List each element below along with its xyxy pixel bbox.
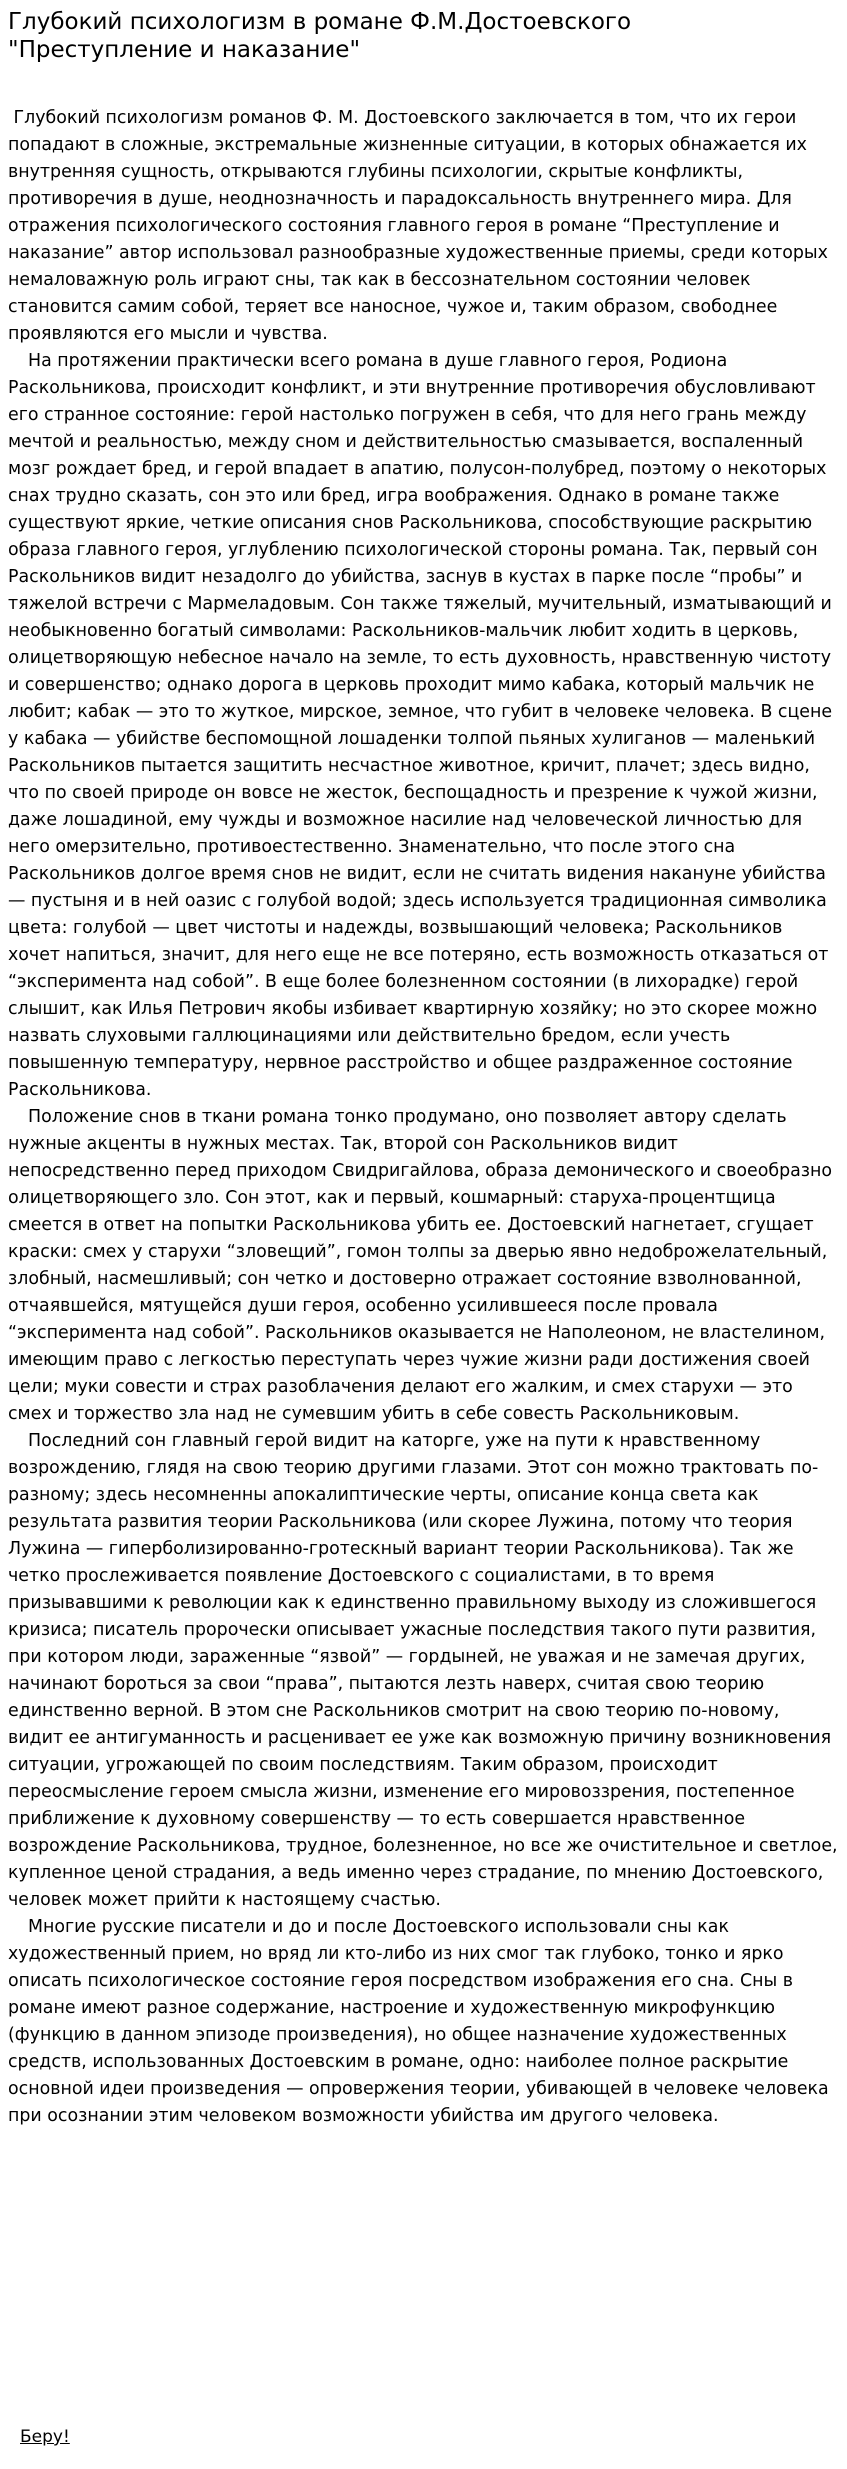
title-line-2: "Преступление и наказание" [8,37,361,63]
article-body [8,105,839,2130]
paragraph-conclusion: Многие русские писатели и до и после Достоевского использовали сны как художественный прием, но вряд ли кто-либо из них смог так глубоко, тонко и ярко описать психологическое состояние героя посредством изображения его сна. Сны в романе имеют разное содержание, настроение и художественную микрофункцию (функцию в данном эпизоде произведения), но общее назначение художественных средств, использованных Достоевским в романе, одно: наиболее полное раскрытие основной идеи произведения — опровержения теории, убивающей в человеке человека при осознании этим человеком возможности убийства им другого человека. [8,1917,829,2126]
title-line-1: Глубокий психологизм в романе Ф.М.Достоевского [8,9,632,35]
page-title [8,8,839,64]
paragraph-first-dream: На протяжении практически всего романа в душе главного героя, Родиона Раскольникова, происходит конфликт, и эти внутренние противоречия обусловливают его странное состояние: герой настолько погружен в себя, что для него грань между мечтой и реальностью, между сном и действительностью смазывается, воспаленный мозг рождает бред, и герой впадает в апатию, полусон-полубред, поэтому о некоторых снах трудно сказать, сон это или бред, игра воображения. Однако в романе также существуют яркие, четкие описания снов Раскольникова, способствующие раскрытию образа главного героя, углублению психологической стороны романа. Так, первый сон Раскольников видит незадолго до убийства, заснув в кустах в парке после “пробы” и тяжелой встречи с Мармеладовым. Сон также тяжелый, мучительный, изматывающий и необыкновенно богатый символами: Раскольников-мальчик любит ходить в церковь, олицетворяющую небесное начало на земле, то есть духовность, нравственную чистоту и совершенство; однако дорога в церковь проходит мимо кабака, который мальчик не любит; кабак — это то жуткое, мирское, земное, что губит в человеке человека. В сцене у кабака — убийстве беспомощной лошаденки толпой пьяных хулиганов — маленький Раскольников пытается защитить несчастное животное, кричит, плачет; здесь видно, что по своей природе он вовсе не жесток, беспощадность и презрение к чужой жизни, даже лошадиной, ему чужды и возможное насилие над человеческой личностью для него омерзительно, противоестественно. Знаменательно, что после этого сна Раскольников долгое время снов не видит, если не считать видения накануне убийства — пустыня и в ней оазис с голубой водой; здесь используется традиционная символика цвета: голубой — цвет чистоты и надежды, возвышающий человека; Раскольников хочет напиться, значит, для него еще не все потеряно, есть возможность отказаться от “эксперимента над собой”. В еще более болезненном состоянии (в лихорадке) герой слышит, как Илья Петрович якобы избивает квартирную хозяйку; но это скорее можно назвать слуховыми галлюцинациями или действительно бредом, если учесть повышенную температуру, нервное расстройство и общее раздраженное состояние Раскольникова. [8,351,833,1100]
paragraph-intro: Глубокий психологизм романов Ф. М. Достоевского заключается в том, что их герои попадают в сложные, экстремальные жизненные ситуации, в которых обнажается их внутренняя сущность, открываются глубины психологии, скрытые конфликты, противоречия в душе, неоднозначность и парадоксальность внутреннего мира. Для отражения психологического состояния главного героя в романе “Преступление и наказание” автор использовал разнообразные художественные приемы, среди которых немаловажную роль играют сны, так как в бессознательном состоянии человек становится самим собой, теряет все наносное, чужое и, таким образом, свободнее проявляются его мысли и чувства. [8,108,828,344]
take-link[interactable]: Беру! [20,2427,70,2447]
paragraph-last-dream: Последний сон главный герой видит на каторге, уже на пути к нравственному возрождению, глядя на свою теорию другими глазами. Этот сон можно трактовать по-разному; здесь несомненны апокалиптические черты, описание конца света как результата развития теории Раскольникова (или скорее Лужина, потому что теория Лужина — гиперболизированно-гротескный вариант теории Раскольникова). Так же четко прослеживается появление Достоевского с социалистами, в то время призывавшими к революции как к единственно правильному выходу из сложившегося кризиса; писатель пророчески описывает ужасные последствия такого пути развития, при котором люди, зараженные “язвой” — гордыней, не уважая и не замечая других, начинают бороться за свои “права”, пытаются лезть наверх, считая свою теорию единственно верной. В этом сне Раскольников смотрит на свою теорию по-новому, видит ее антигуманность и расценивает ее уже как возможную причину возникновения ситуации, угрожающей по своим последствиям. Таким образом, происходит переосмысление героем смысла жизни, изменение его мировоззрения, постепенное приближение к духовному совершенству — то есть совершается нравственное возрождение Раскольникова, трудное, болезненное, но все же очистительное и светлое, купленное ценой страдания, а ведь именно через страдание, по мнению Достоевского, человек может прийти к настоящему счастью. [8,1431,838,1910]
paragraph-second-dream: Положение снов в ткани романа тонко продумано, оно позволяет автору сделать нужные акценты в нужных местах. Так, второй сон Раскольников видит непосредственно перед приходом Свидригайлова, образа демонического и своеобразно олицетворяющего зло. Сон этот, как и первый, кошмарный: старуха-процентщица смеется в ответ на попытки Раскольникова убить ее. Достоевский нагнетает, сгущает краски: смех у старухи “зловещий”, гомон толпы за дверью явно недоброжелательный, злобный, насмешливый; сон четко и достоверно отражает состояние взволнованной, отчаявшейся, мятущейся души героя, особенно усилившееся после провала “эксперимента над собой”. Раскольников оказывается не Наполеоном, не властелином, имеющим право с легкостью переступать через чужие жизни ради достижения своей цели; муки совести и страх разоблачения делают его жалким, и смех старухи — это смех и торжество зла над не сумевшим убить в себе совесть Раскольниковым. [8,1107,833,1424]
